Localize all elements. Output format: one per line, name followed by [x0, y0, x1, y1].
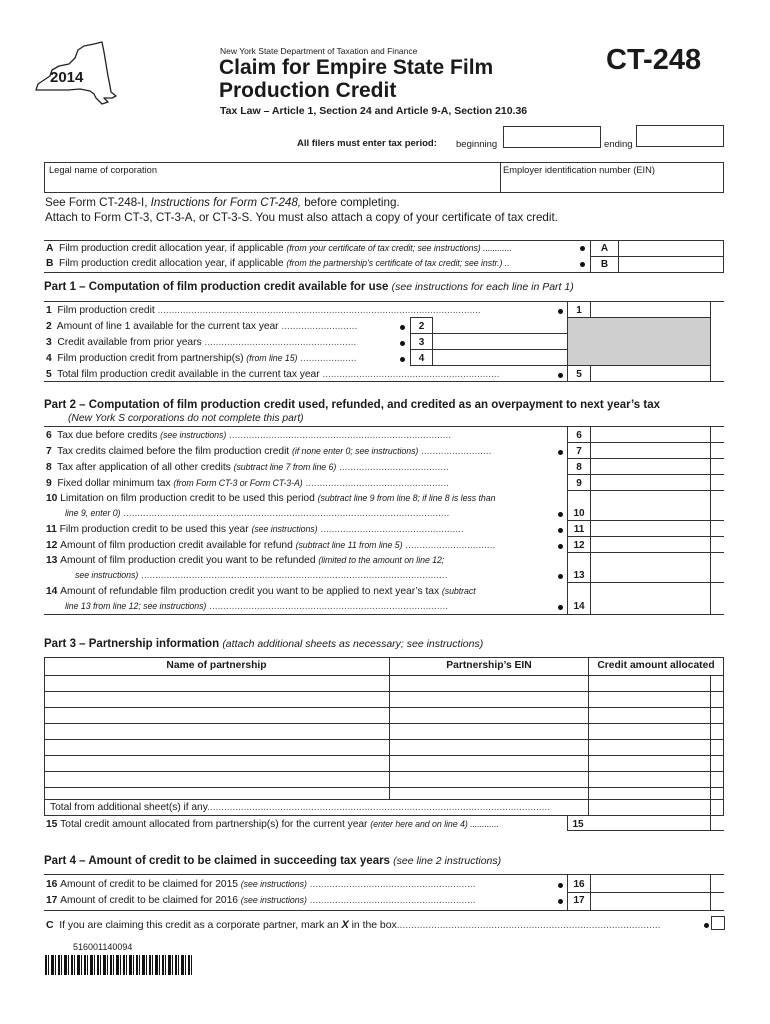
legal-name-input[interactable]: [45, 176, 499, 192]
line-5: 5 Total film production credit available in the current tax year ...............................................................: [46, 369, 500, 380]
tax-law-reference: Tax Law – Article 1, Section 24 and Article 9-A, Section 210.36: [220, 105, 528, 117]
line-8-amount-input[interactable]: [591, 459, 709, 474]
part1-heading: Part 1 – Computation of film production credit available for use (see instructions for each line in Part 1): [44, 281, 574, 293]
line-3-amount-input[interactable]: [433, 334, 566, 349]
box-10-label: 10: [573, 508, 585, 519]
line-2-amount-input[interactable]: [433, 318, 566, 333]
line-b: B Film production credit allocation year, if applicable (from the partnership’s certificate of tax credit; see instr.) ..: [46, 258, 510, 269]
box-13-label: 13: [573, 570, 585, 581]
line-6-amount-input[interactable]: [591, 427, 709, 442]
line-c: C If you are claiming this credit as a corporate partner, mark an X in the box............................................................................................: [46, 919, 661, 931]
line-13-continued: see instructions) .............................................................................................................: [75, 570, 448, 581]
line-12-amount-input[interactable]: [591, 537, 709, 552]
line-17-amount-input[interactable]: [591, 893, 709, 910]
line-10: 10 Limitation on film production credit to be used this period (subtract line 9 from line 8; if line 8 is less than: [46, 493, 496, 504]
part4-heading: Part 4 – Amount of credit to be claimed in succeeding tax years (see line 2 instructions): [44, 855, 502, 867]
line-9: 9 Fixed dollar minimum tax (from Form CT-3 or Form CT-3-A) ...................................................: [46, 478, 449, 489]
instructions-line1: See Form CT-248-I, Instructions for Form CT-248, before completing.: [45, 196, 400, 209]
column-header-partnership-name: Name of partnership: [166, 660, 267, 671]
line-14-amount-input[interactable]: [591, 598, 709, 613]
line-17: 17 Amount of credit to be claimed for 2016 (see instructions) ...........................................................: [46, 895, 476, 906]
line-15: 15 Total credit amount allocated from partnership(s) for the current year (enter here and on line 4) ............: [46, 819, 499, 830]
box-3-label: 3: [418, 337, 425, 348]
box-4-label: 4: [418, 353, 425, 364]
line-10-continued: line 9, enter 0) ....................................................................................................................: [65, 508, 450, 519]
line-16-amount-input[interactable]: [591, 875, 709, 892]
box-5-label: 5: [576, 369, 582, 380]
part2-subtitle: (New York S corporations do not complete this part): [68, 413, 304, 424]
period-beginning-input[interactable]: [503, 126, 601, 148]
line-12: 12 Amount of film production credit available for refund (subtract line 11 from line 5) ................................: [46, 540, 496, 551]
barcode: [45, 955, 193, 975]
allocation-year-a-input[interactable]: [619, 241, 723, 256]
corporate-partner-checkbox[interactable]: [711, 916, 725, 930]
additional-sheets-total-label: Total from additional sheet(s) if any..........................................................................................................................: [50, 802, 550, 813]
box-14-label: 14: [573, 601, 585, 612]
ein-input[interactable]: [502, 176, 723, 192]
box-2-label: 2: [418, 321, 425, 332]
box-a-label: A: [600, 243, 609, 254]
line-7: 7 Tax credits claimed before the film production credit (if none enter 0; see instructions) .........................: [46, 446, 492, 457]
box-6-label: 6: [576, 430, 582, 441]
line-14: 14 Amount of refundable film production credit you want to be applied to next year’s tax (subtract: [46, 586, 476, 597]
line-15-amount-input[interactable]: [589, 816, 709, 830]
box-16-label: 16: [573, 879, 585, 890]
period-beginning-label: beginning: [456, 139, 498, 150]
legal-name-label: Legal name of corporation: [49, 165, 158, 175]
column-header-partnership-ein: Partnership’s EIN: [446, 660, 532, 671]
form-year: 2014: [50, 69, 84, 86]
part2-heading: Part 2 – Computation of film production credit used, refunded, and credited as an overpayment to next year’s tax: [44, 399, 661, 411]
line-9-amount-input[interactable]: [591, 475, 709, 490]
box-7-label: 7: [576, 446, 582, 457]
line-8: 8 Tax after application of all other credits (subtract line 7 from line 6) .......................................: [46, 462, 449, 473]
credit-amount-rows[interactable]: [589, 676, 709, 787]
box-b-label: B: [600, 259, 609, 270]
column-header-credit-amount: Credit amount allocated: [597, 660, 715, 671]
line-1-amount-input[interactable]: [591, 302, 709, 317]
partnership-name-rows[interactable]: [45, 676, 388, 787]
line-11: 11 Film production credit to be used this year (see instructions) ...................................................: [46, 524, 464, 535]
line-11-amount-input[interactable]: [591, 521, 709, 536]
box-17-label: 17: [573, 895, 585, 906]
allocation-year-b-input[interactable]: [619, 257, 723, 272]
barcode-number: 516001140094: [73, 942, 133, 952]
line-4-amount-input[interactable]: [433, 350, 566, 365]
form-number: CT-248: [606, 44, 702, 76]
line-16: 16 Amount of credit to be claimed for 2015 (see instructions) ...........................................................: [46, 879, 476, 890]
ein-label: Employer identification number (EIN): [503, 165, 655, 175]
department-name: New York State Department of Taxation and Finance: [220, 46, 418, 56]
instructions-line2: Attach to Form CT-3, CT-3-A, or CT-3-S. You must also attach a copy of your certificate of tax credit.: [45, 211, 558, 224]
box-9-label: 9: [576, 478, 582, 489]
box-1-label: 1: [576, 305, 582, 316]
line-4: 4 Film production credit from partnership(s) (from line 15) ....................: [46, 353, 357, 364]
line-14-continued: line 13 from line 12; see instructions) .....................................................................................: [65, 601, 449, 612]
additional-sheets-total-input[interactable]: [589, 800, 709, 814]
line-7-amount-input[interactable]: [591, 443, 709, 458]
box-11-label: 11: [573, 524, 585, 535]
line-10-amount-input[interactable]: [591, 505, 709, 520]
form-title-line2: Production Credit: [219, 79, 397, 102]
part1-shaded-area: [568, 317, 710, 365]
part3-heading: Part 3 – Partnership information (attach additional sheets as necessary; see instructions): [44, 638, 484, 650]
line-3: 3 Credit available from prior years ......................................................: [46, 337, 357, 348]
line-5-amount-input[interactable]: [591, 366, 709, 381]
form-title-line1: Claim for Empire State Film: [219, 56, 494, 79]
partnership-ein-rows[interactable]: [390, 676, 587, 787]
tax-period-label: All filers must enter tax period:: [297, 138, 437, 149]
box-15-label: 15: [572, 819, 584, 830]
line-6: 6 Tax due before credits (see instructions) ...............................................................................: [46, 430, 452, 441]
period-ending-label: ending: [604, 139, 633, 150]
line-2: 2 Amount of line 1 available for the current tax year ...........................: [46, 321, 358, 332]
period-ending-input[interactable]: [636, 125, 724, 147]
line-a: A Film production credit allocation year, if applicable (from your certificate of tax credit; see instructions) ............: [46, 243, 512, 254]
line-13-amount-input[interactable]: [591, 567, 709, 582]
box-8-label: 8: [576, 462, 582, 473]
line-1: 1 Film production credit ...................................................................................................................: [46, 305, 481, 316]
line-13: 13 Amount of film production credit you want to be refunded (limited to the amount on line 12;: [46, 555, 445, 566]
box-12-label: 12: [573, 540, 585, 551]
